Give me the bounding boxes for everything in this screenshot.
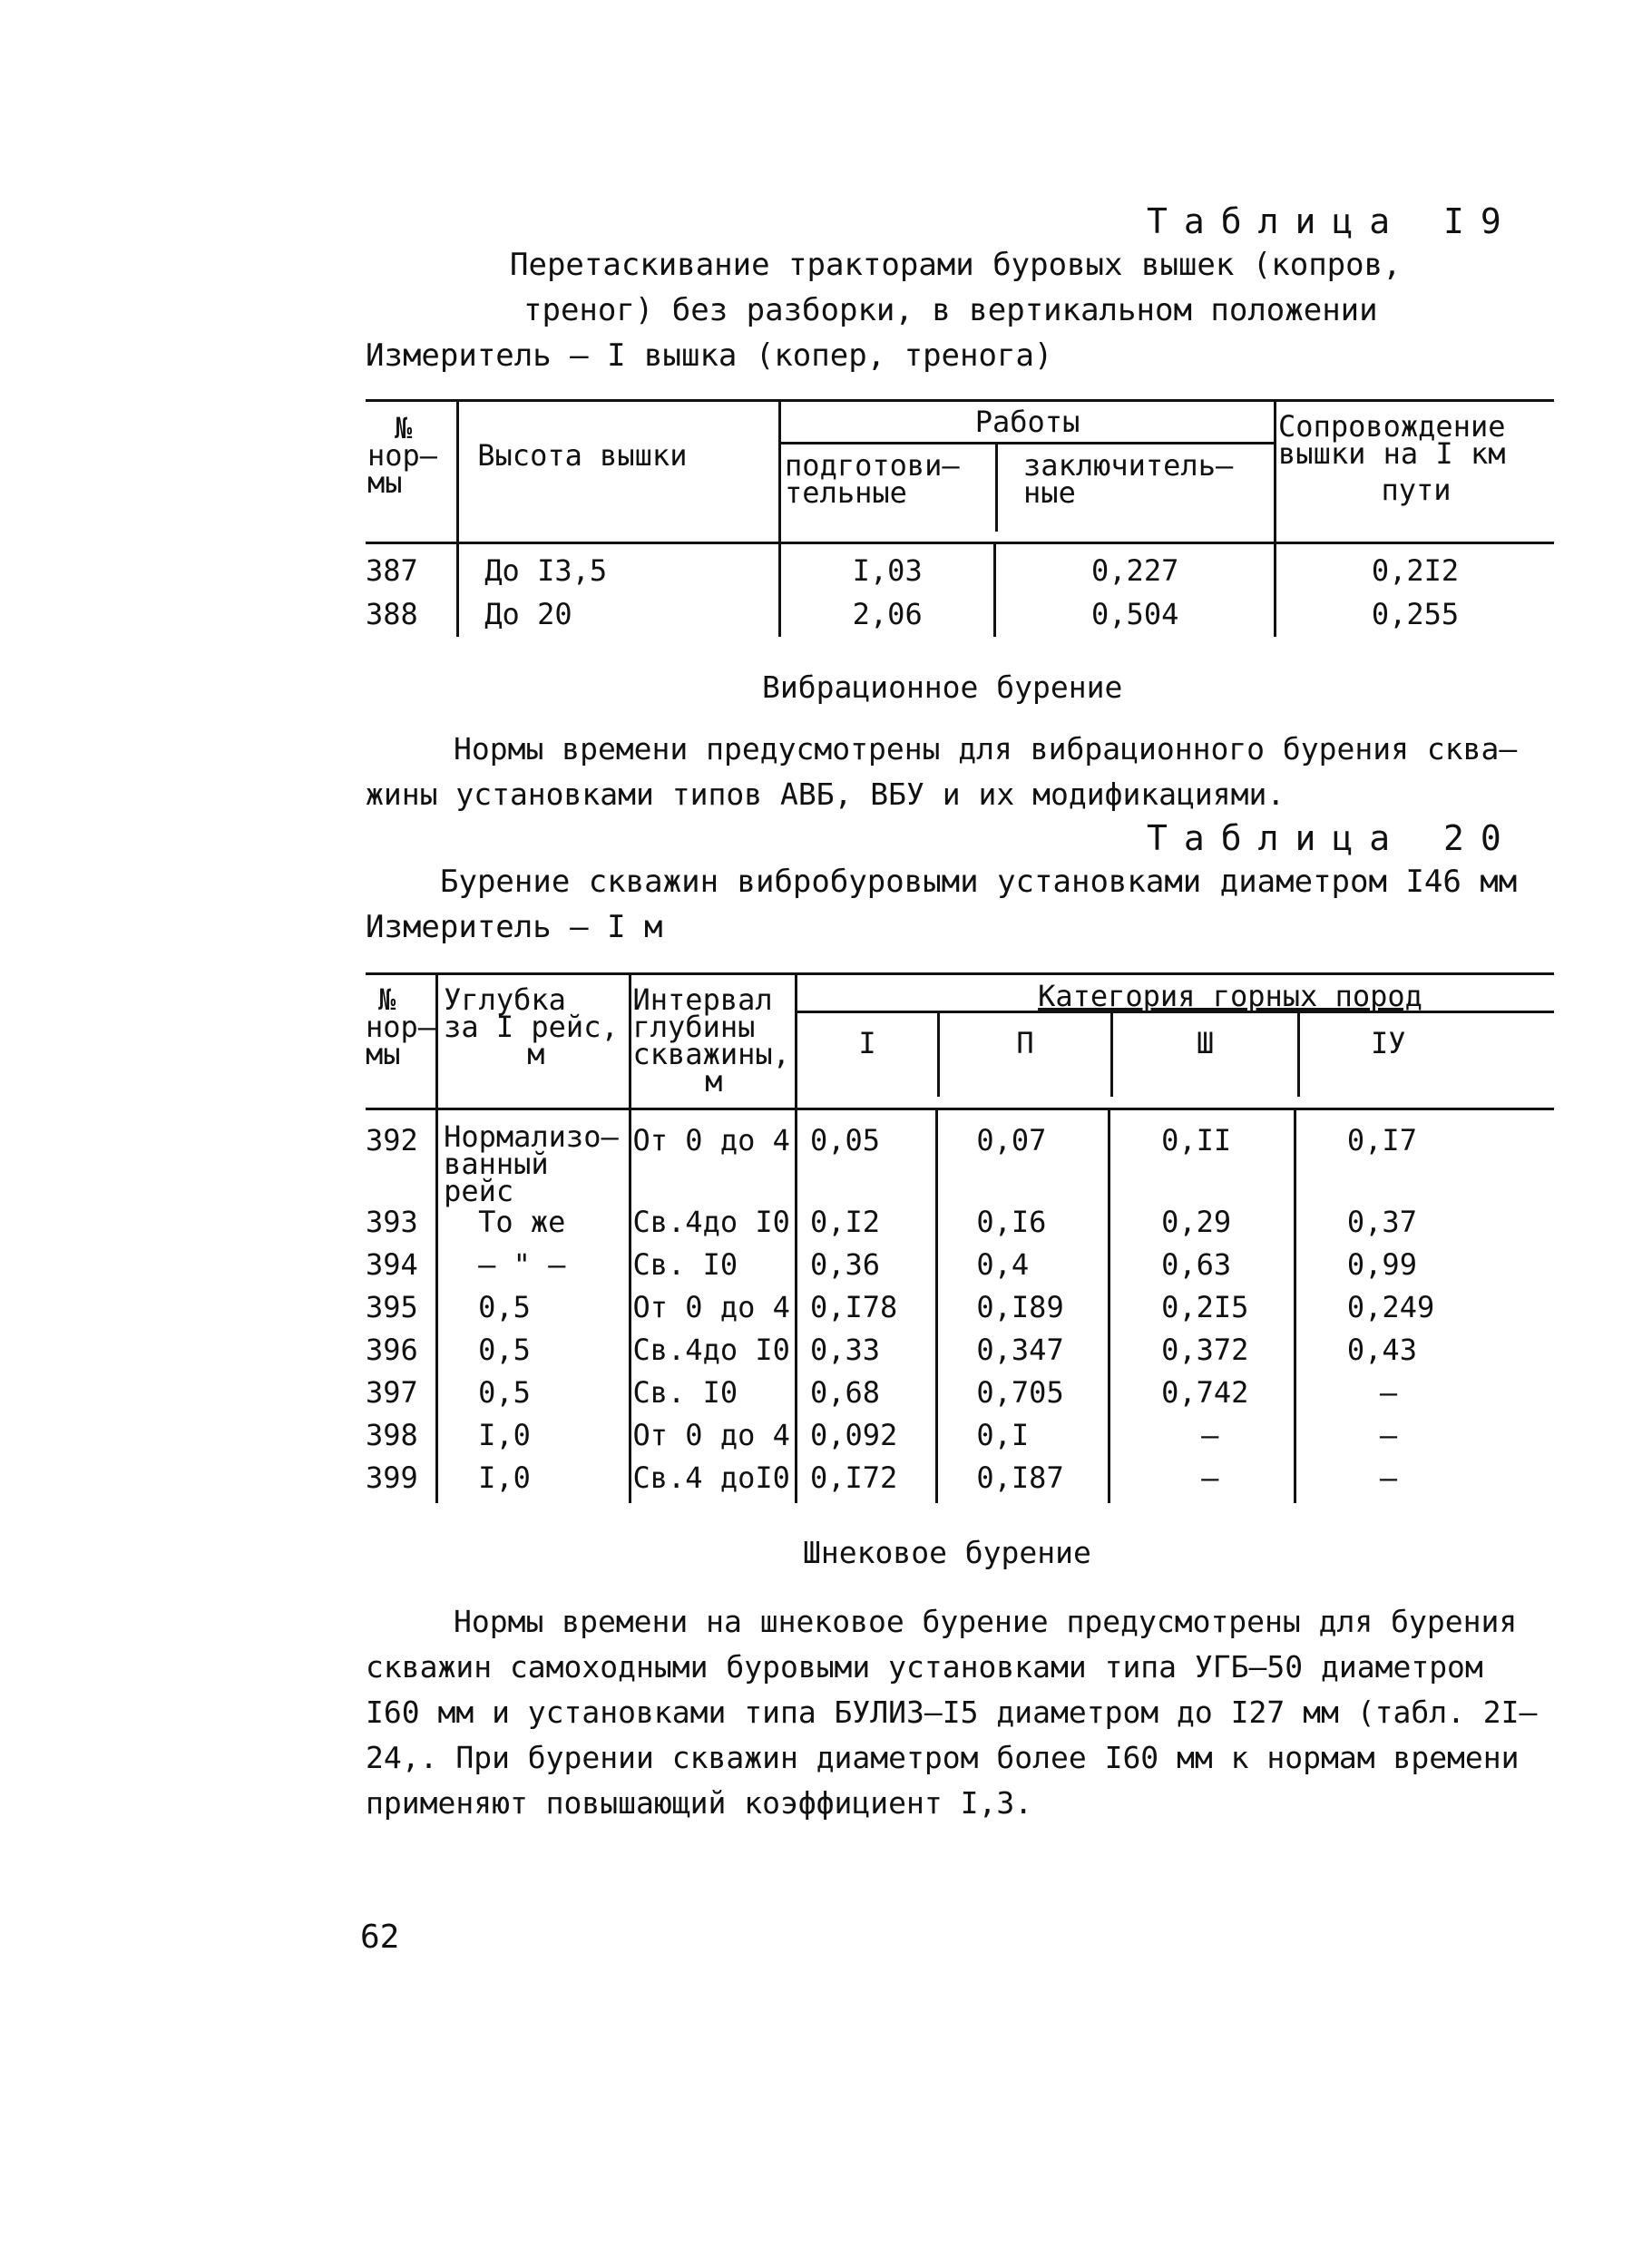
table20-header-depth [437, 974, 630, 1109]
row-interval: Св. I0 [630, 1375, 796, 1418]
row-prep: 2,06 [780, 595, 995, 637]
final-header-l1: заключитель– [1023, 448, 1234, 483]
row-norm: 393 [366, 1205, 418, 1239]
table19 [366, 399, 1554, 637]
row-final: 0,227 [995, 543, 1276, 596]
page-number: 62 [360, 1919, 400, 1956]
row-depth: – " – [437, 1247, 630, 1290]
row-interval: Св.4до I0 [630, 1205, 796, 1247]
final-header-l2: ные [1023, 475, 1076, 510]
interval-header-l3: скважины, [632, 1037, 790, 1071]
row-prep: I,03 [780, 543, 995, 596]
row-c4: 0,37 [1295, 1205, 1554, 1247]
row-c2: 0,705 [937, 1375, 1109, 1418]
row-depth: I,0 [437, 1460, 630, 1503]
row-interval: От 0 до 4 [630, 1290, 796, 1333]
section-vibro-heading: Вибрационное бурение [762, 669, 1123, 705]
row-c4: 0,249 [1295, 1290, 1554, 1333]
escort-header-l3: пути [1381, 473, 1452, 507]
row-depth: То же [437, 1205, 630, 1247]
table-row [366, 1205, 1554, 1247]
row-norm: 399 [366, 1460, 418, 1495]
row-escort: 0,255 [1276, 595, 1554, 637]
table-row [366, 1375, 1554, 1418]
row-norm: 387 [366, 553, 418, 588]
row-interval: От 0 до 4 [630, 1418, 796, 1460]
table19-header-escort [1276, 401, 1554, 543]
works-subheaders [781, 444, 1274, 532]
table-row [366, 1460, 1554, 1503]
table20 [366, 972, 1554, 1503]
section-auger-heading: Шнековое бурение [803, 1535, 1091, 1570]
norm-header-l2: нор– [367, 438, 438, 473]
row-c1: 0,68 [796, 1375, 936, 1418]
table20-title: Таблица 20 [1147, 818, 1518, 858]
row-height: До 20 [458, 595, 780, 637]
row-c2: 0,347 [937, 1333, 1109, 1375]
row-c1: 0,092 [796, 1418, 936, 1460]
row-c2: 0,I87 [937, 1460, 1109, 1503]
table19-header-norm [366, 401, 458, 543]
table-row [366, 1333, 1554, 1375]
row-norm: 392 [366, 1123, 418, 1157]
table20-unit: Измеритель – I м [366, 909, 663, 945]
interval-header-l2: глубины [632, 1010, 756, 1044]
cat2-header: П [937, 1013, 1110, 1097]
table19-caption-line1: Перетаскивание тракторами буровых вышек (копров, [510, 247, 1402, 283]
depth-header-l3: м [527, 1037, 545, 1071]
row-c2: 0,07 [937, 1109, 1109, 1206]
row-final: 0,504 [995, 595, 1276, 637]
height-header: Высота вышки [477, 438, 688, 473]
table-row [366, 595, 1554, 637]
final-header [995, 444, 1274, 532]
row-c2: 0,4 [937, 1247, 1109, 1290]
cat3-header: Ш [1110, 1013, 1297, 1097]
row-c1: 0,33 [796, 1333, 936, 1375]
row-norm: 398 [366, 1418, 418, 1452]
prep-header-l1: подготови– [785, 448, 960, 483]
row-c3: 0,372 [1109, 1333, 1295, 1375]
works-header: Работы [781, 402, 1274, 444]
row-c4: 0,43 [1295, 1333, 1554, 1375]
row-c4: – [1295, 1460, 1554, 1503]
table19-caption-line2: треног) без разборки, в вертикальном положении [523, 292, 1378, 328]
section-auger-para-line2: скважин самоходными буровыми установками типа УГБ–50 диаметром [366, 1649, 1483, 1685]
norm-header-l1: № [378, 982, 396, 1017]
prep-header-l2: тельные [785, 475, 907, 510]
row-depth: 0,5 [437, 1290, 630, 1333]
row-c3: 0,742 [1109, 1375, 1295, 1418]
section-auger-para-line3: I60 мм и установками типа БУЛИЗ–I5 диаметром до I27 мм (табл. 2I– [366, 1695, 1538, 1730]
table20-caption: Бурение скважин вибробуровыми установками диаметром I46 мм [440, 864, 1518, 900]
table20-header-category [796, 974, 1554, 1109]
row-c4: 0,99 [1295, 1247, 1554, 1290]
row-depth: 0,5 [437, 1333, 630, 1375]
row-norm: 397 [366, 1375, 418, 1410]
row-height: До I3,5 [458, 543, 780, 596]
norm-header-l1: № [395, 411, 413, 445]
table20-header-norm [366, 974, 437, 1109]
table20-header-interval [630, 974, 796, 1109]
row-c1: 0,I72 [796, 1460, 936, 1503]
category-subheaders [797, 1013, 1554, 1097]
row-escort: 0,2I2 [1276, 543, 1554, 596]
row-c3: 0,63 [1109, 1247, 1295, 1290]
section-auger-para-line4: 24,. При бурении скважин диаметром более I60 мм к нормам времени [366, 1740, 1520, 1775]
row-c1: 0,I78 [796, 1290, 936, 1333]
table19-title: Таблица I9 [1147, 201, 1518, 241]
row-c4: 0,I7 [1295, 1109, 1554, 1206]
section-auger-para-line5: применяют повышающий коэффициент I,3. [366, 1785, 1033, 1821]
row-c3: – [1109, 1418, 1295, 1460]
escort-header-l2: вышки на I км [1278, 436, 1506, 471]
table19-header-height [458, 401, 780, 543]
norm-header-l3: мы [366, 1037, 401, 1071]
row-norm: 388 [366, 597, 418, 631]
row-c2: 0,I [937, 1418, 1109, 1460]
interval-header-l1: Интервал [632, 982, 773, 1017]
row-depth: 0,5 [437, 1375, 630, 1418]
row-interval: Св. I0 [630, 1247, 796, 1290]
row-c1: 0,05 [796, 1109, 936, 1206]
row-depth-l2: ванный рейс [444, 1147, 549, 1208]
table20-header-row [366, 974, 1554, 1109]
norm-header-l3: мы [367, 465, 403, 500]
row-c1: 0,36 [796, 1247, 936, 1290]
prep-header [781, 444, 995, 532]
row-norm: 395 [366, 1290, 418, 1324]
table-row [366, 1290, 1554, 1333]
row-c4: – [1295, 1418, 1554, 1460]
cat4-header: IУ [1297, 1013, 1554, 1097]
row-c3: – [1109, 1460, 1295, 1503]
row-depth: I,0 [437, 1418, 630, 1460]
escort-header-l1: Сопровождение [1278, 409, 1506, 444]
row-c1: 0,I2 [796, 1205, 936, 1247]
norm-header-l2: нор– [366, 1010, 436, 1044]
row-norm: 394 [366, 1247, 418, 1282]
row-c3: 0,2I5 [1109, 1290, 1295, 1333]
row-c2: 0,I6 [937, 1205, 1109, 1247]
table-row [366, 1109, 1554, 1206]
row-c3: 0,II [1109, 1109, 1295, 1206]
table-row [366, 1247, 1554, 1290]
table19-header-works [780, 401, 1276, 543]
section-vibro-para-line1: Нормы времени предусмотрены для вибрационного бурения сква– [454, 731, 1518, 767]
section-auger-para-line1: Нормы времени на шнековое бурение предусмотрены для бурения [454, 1604, 1518, 1639]
category-header: Категория горных пород [797, 975, 1554, 1013]
row-depth [437, 1109, 630, 1206]
row-interval: От 0 до 4 [630, 1109, 796, 1206]
depth-header-l1: Углубка [444, 982, 566, 1017]
row-interval: Св.4 доI0 [630, 1460, 796, 1503]
cat1-header: I [858, 1026, 876, 1060]
row-c4: – [1295, 1375, 1554, 1418]
depth-header-l2: за I рейс, [444, 1010, 619, 1044]
interval-header-l4: м [705, 1064, 723, 1099]
table-row [366, 543, 1554, 596]
table19-unit: Измеритель – I вышка (копер, тренога) [366, 337, 1053, 374]
row-depth-l1: Нормализо– [444, 1119, 619, 1154]
row-c2: 0,I89 [937, 1290, 1109, 1333]
table-row [366, 1418, 1554, 1460]
row-c3: 0,29 [1109, 1205, 1295, 1247]
table19-header-row [366, 401, 1554, 543]
row-norm: 396 [366, 1333, 418, 1367]
row-interval: Св.4до I0 [630, 1333, 796, 1375]
section-vibro-para-line2: жины установками типов АВБ, ВБУ и их модификациями. [366, 776, 1285, 812]
